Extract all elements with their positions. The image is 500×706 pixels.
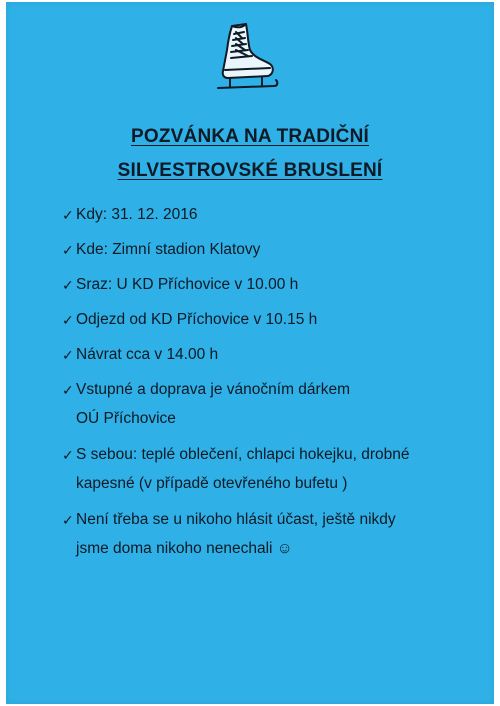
list-item-bring [62, 445, 482, 494]
list-item-text: Sraz: U KD Příchovice v 10.00 h [76, 276, 299, 293]
list-item-return [62, 345, 482, 365]
title-line-1 [6, 126, 494, 148]
check-mark-icon: ✓ [62, 447, 74, 463]
check-mark-icon: ✓ [62, 512, 74, 528]
list-item-text: Není třeba se u nikoho hlásit účast, ještě nikdy [76, 511, 396, 528]
ice-skate-icon [212, 20, 282, 96]
list-item-continuation: kapesné (v případě otevřeného bufetu ) [76, 475, 348, 492]
list-item-fee [62, 380, 482, 429]
list-item-note [62, 510, 482, 559]
list-item-text: Vstupné a doprava je vánočním dárkem [76, 381, 350, 398]
details-list [62, 205, 482, 559]
list-item-where [62, 240, 482, 260]
list-item-continuation: jsme doma nikoho nenechali ☺ [76, 540, 293, 557]
check-mark-icon: ✓ [62, 347, 74, 363]
check-mark-icon: ✓ [62, 207, 74, 223]
title-line-1-text: POZVÁNKA NA TRADIČNÍ [131, 126, 369, 147]
list-item-when [62, 205, 482, 225]
title-line-2 [6, 160, 494, 182]
invitation-poster [6, 2, 494, 704]
check-mark-icon: ✓ [62, 382, 74, 398]
list-item-text: Návrat cca v 14.00 h [76, 346, 219, 363]
list-item-text: Odjezd od KD Příchovice v 10.15 h [76, 311, 318, 328]
list-item-text: Kde: Zimní stadion Klatovy [76, 241, 261, 258]
list-item-text: Kdy: 31. 12. 2016 [76, 206, 198, 223]
title-line-2-text: SILVESTROVSKÉ BRUSLENÍ [117, 160, 383, 181]
list-item-meeting [62, 275, 482, 295]
list-item-continuation: OÚ Příchovice [76, 410, 176, 427]
list-item-text: S sebou: teplé oblečení, chlapci hokejku, drobné [76, 446, 410, 463]
check-mark-icon: ✓ [62, 312, 74, 328]
check-mark-icon: ✓ [62, 277, 74, 293]
check-mark-icon: ✓ [62, 242, 74, 258]
list-item-departure [62, 310, 482, 330]
